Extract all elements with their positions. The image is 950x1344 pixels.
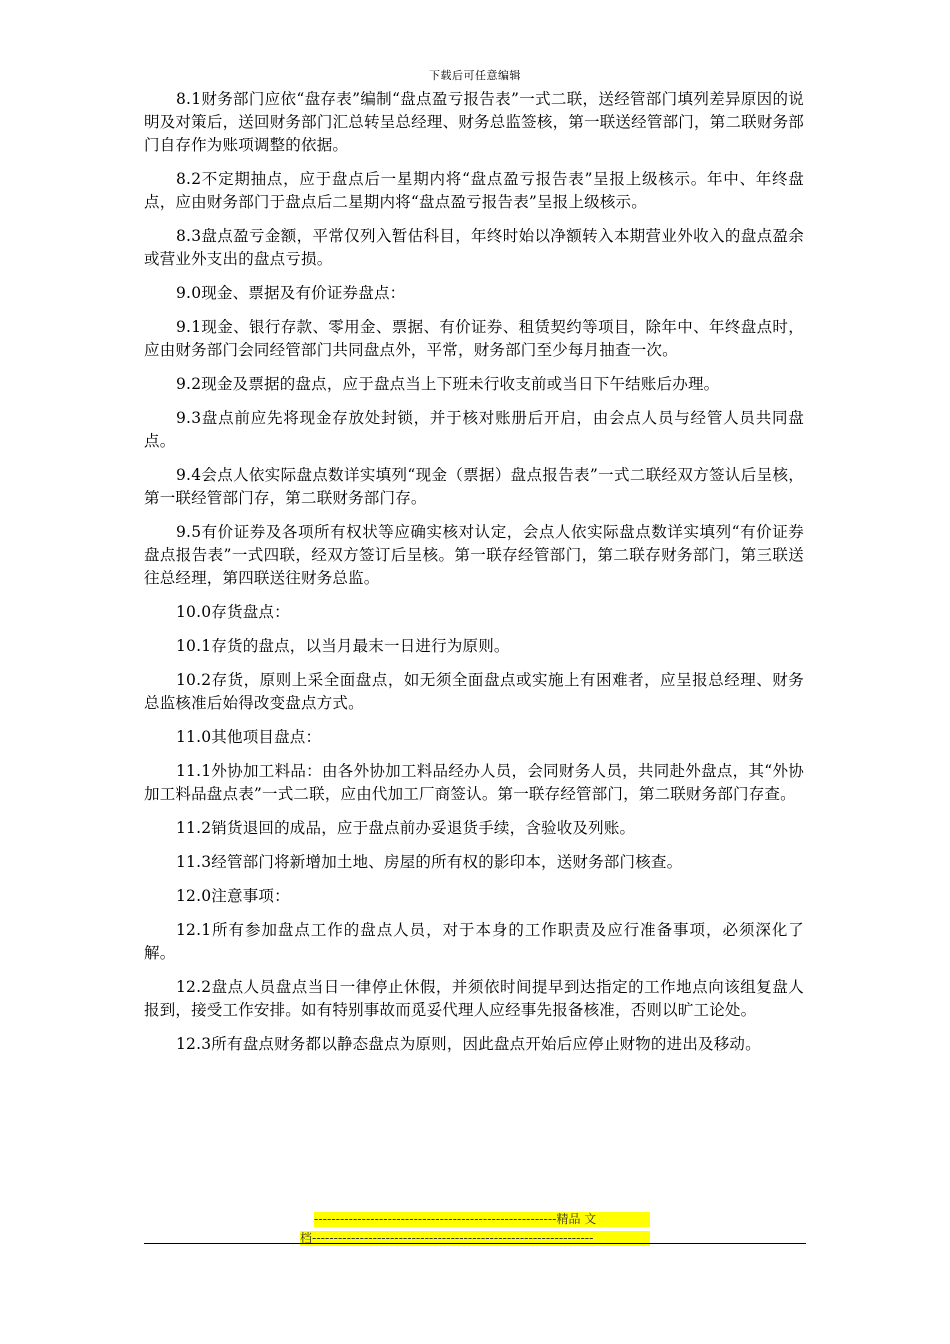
paragraph-10-1: 10.1存货的盘点，以当月最末一日进行为原则。 — [176, 637, 510, 655]
section-heading-9-0: 9.0现金、票据及有价证券盘点： — [176, 284, 406, 302]
page-header-note: 下载后可任意编辑 — [429, 69, 521, 82]
footer-banner — [300, 1212, 650, 1250]
paragraph-12-1: 12.1所有参加盘点工作的盘点人员，对于本身的工作职责及应行准备事项，必须深化了解。 — [144, 921, 804, 962]
paragraph-10-2: 10.2存货，原则上采全面盘点，如无须全面盘点或实施上有困难者，应呈报总经理、财务总监核准后始得改变盘点方式。 — [144, 671, 804, 712]
paragraph-12-2: 12.2盘点人员盘点当日一律停止休假，并须依时间提早到达指定的工作地点向该组复盘人报到，接受工作安排。如有特别事故而觅妥代理人应经事先报备核准，否则以旷工论处。 — [144, 978, 804, 1019]
section-heading-12-0: 12.0注意事项： — [176, 887, 290, 905]
paragraph-9-3: 9.3盘点前应先将现金存放处封锁，并于核对账册后开启，由会点人员与经管人员共同盘点。 — [144, 409, 804, 450]
paragraph-11-2: 11.2销货退回的成品，应于盘点前办妥退货手续，含验收及列账。 — [176, 819, 636, 837]
paragraph-11-1: 11.1外协加工料品：由各外协加工料品经办人员，会同财务人员，共同赴外盘点，其“外协加工料品盘点表”一式二联，应由代加工厂商签认。第一联存经管部门，第二联财务部门存查。 — [144, 762, 804, 803]
footer-banner-line-1: --------------------------------------------------------精品 文 — [314, 1212, 650, 1227]
section-heading-11-0: 11.0其他项目盘点： — [176, 728, 322, 746]
paragraph-8-3: 8.3盘点盈亏金额，平常仅列入暂估科目，年终时始以净额转入本期营业外收入的盘点盈余或营业外支出的盘点亏损。 — [144, 227, 804, 268]
paragraph-8-1: 8.1财务部门应依“盘存表”编制“盘点盈亏报告表”一式二联，送经管部门填列差异原因的说明及对策后，送回财务部门汇总转呈总经理、财务总监签核，第一联送经管部门，第二联财务部门自存作为账项调整的依据。 — [144, 90, 804, 154]
paragraph-9-4: 9.4会点人依实际盘点数详实填列“现金（票据）盘点报告表”一式二联经双方签认后呈核，第一联经管部门存，第二联财务部门存。 — [144, 466, 804, 507]
paragraph-9-1: 9.1现金、银行存款、零用金、票据、有价证券、租赁契约等项目，除年中、年终盘点时，应由财务部门会同经管部门共同盘点外，平常，财务部门至少每月抽查一次。 — [144, 318, 804, 359]
paragraph-9-5: 9.5有价证券及各项所有权状等应确实核对认定，会点人依实际盘点数详实填列“有价证券盘点报告表”一式四联，经双方签订后呈核。第一联存经管部门，第二联存财务部门，第三联送往总经理，第四联送往财务总监。 — [144, 523, 804, 587]
section-heading-10-0: 10.0存货盘点： — [176, 603, 290, 621]
paragraph-9-2: 9.2现金及票据的盘点，应于盘点当上下班未行收支前或当日下午结账后办理。 — [176, 375, 720, 393]
paragraph-12-3: 12.3所有盘点财务都以静态盘点为原则，因此盘点开始后应停止财物的进出及移动。 — [176, 1035, 761, 1053]
footer-divider — [144, 1243, 806, 1244]
footer-banner-line-2: 档----------------------------------------------------------------- — [300, 1231, 650, 1246]
paragraph-8-2: 8.2不定期抽点，应于盘点后一星期内将“盘点盈亏报告表”呈报上级核示。年中、年终盘点，应由财务部门于盘点后二星期内将“盘点盈亏报告表”呈报上级核示。 — [144, 170, 804, 211]
paragraph-11-3: 11.3经管部门将新增加土地、房屋的所有权的影印本，送财务部门核查。 — [176, 853, 683, 871]
document-body — [144, 88, 804, 1067]
